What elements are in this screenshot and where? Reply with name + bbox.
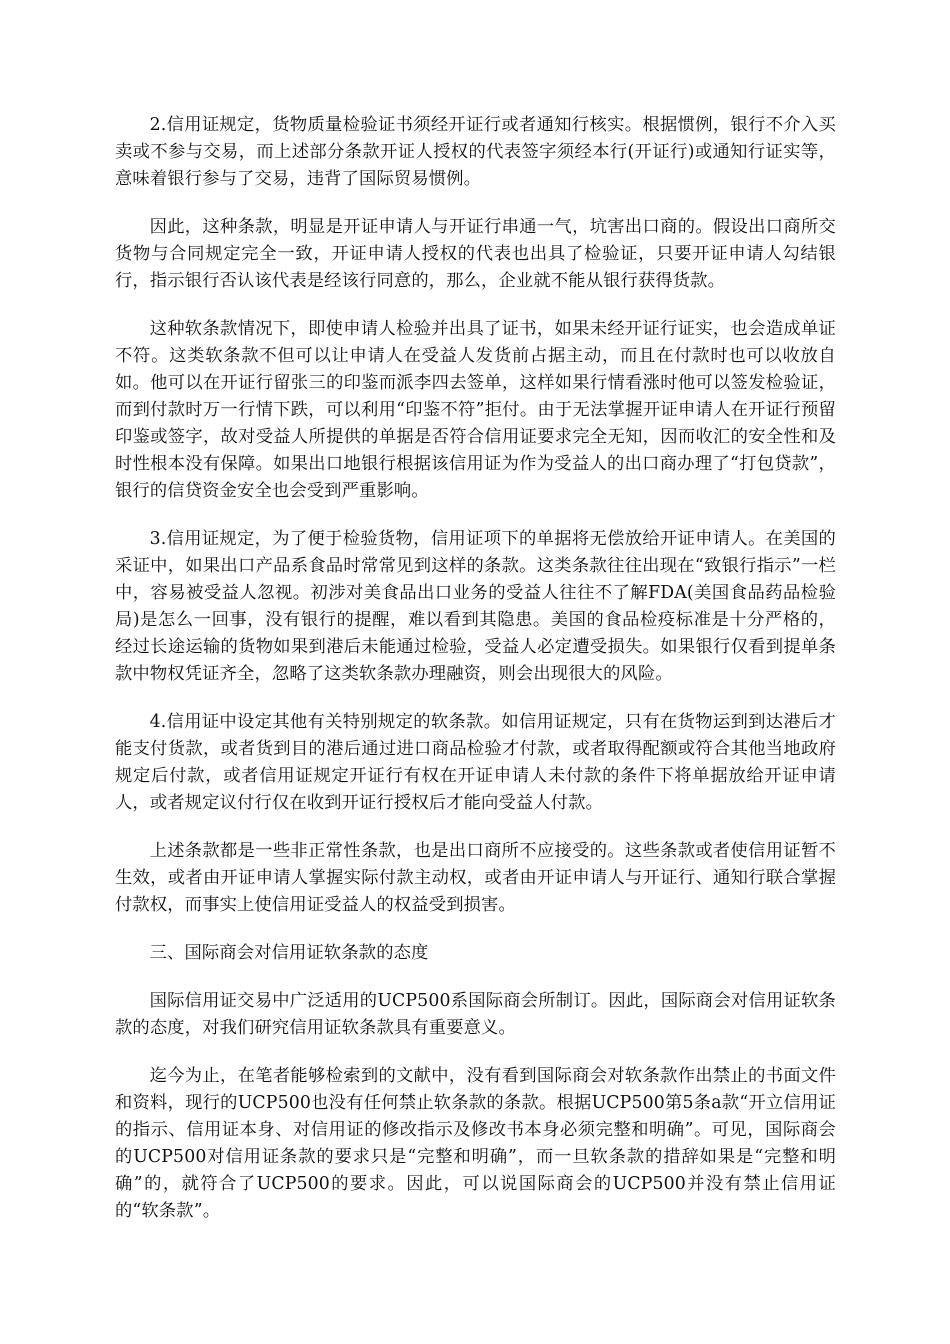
document-body [115,112,836,1246]
paragraph-item-2: 2.信用证规定，货物质量检验证书须经开证行或者通知行核实。根据惯例，银行不介入买卖或不参与交易，而上述部分条款开证人授权的代表签字须经本行(开证行)或通知行证实等，意味着银行参与了交易，违背了国际贸易惯例。 [115,115,836,189]
paragraph-summary: 上述条款都是一些非正常性条款，也是出口商所不应接受的。这些条款或者使信用证暂不生效，或者由开证申请人掌握实际付款主动权，或者由开证申请人与开证行、通知行联合掌握付款权，而事实上使信用证受益人的权益受到损害。 [115,841,836,915]
paragraph-item-4: 4.信用证中设定其他有关特别规定的软条款。如信用证规定，只有在货物运到到达港后才能支付货款，或者货到目的港后通过进口商品检验才付款，或者取得配额或符合其他当地政府规定后付款，或者信用证规定开证行有权在开证申请人未付款的条件下将单据放给开证申请人，或者规定议付行仅在收到开证行授权后才能向受益人付款。 [115,712,836,813]
paragraph-ucp500-analysis: 迄今为止，在笔者能够检索到的文献中，没有看到国际商会对软条款作出禁止的书面文件和资料，现行的UCP500也没有任何禁止软条款的条款。根据UCP500第5条a款“开立信用证的指示、信用证本身、对信用证的修改指示及修改书本身必须完整和明确”。可见，国际商会的UCP500对信用证条款的要求只是“完整和明确”，而一旦软条款的措辞如果是“完整和明确”的，就符合了UCP500的要求。因此，可以说国际商会的UCP500并没有禁止信用证的“软条款”。 [115,1066,836,1221]
paragraph-item-3: 3.信用证规定，为了便于检验货物，信用证项下的单据将无偿放给开证申请人。在美国的采证中，如果出口产品系食品时常常见到这样的条款。这类条款往往出现在“致银行指示”一栏中，容易被受益人忽视。初涉对美食品出口业务的受益人往往不了解FDA(美国食品药品检验局)是怎么一回事，没有银行的提醒，难以看到其隐患。美国的食品检疫标准是十分严格的，经过长途运输的货物如果到港后未能通过检验，受益人必定遭受损失。如果银行仅看到提单条款中物权凭证齐全，忽略了这类软条款办理融资，则会出现很大的风险。 [115,529,836,684]
paragraph-collusion: 因此，这种条款，明显是开证申请人与开证行串通一气，坑害出口商的。假设出口商所交货物与合同规定完全一致，开证申请人授权的代表也出具了检验证，只要开证申请人勾结银行，指示银行否认该代表是经该行同意的，那么，企业就不能从银行获得货款。 [115,217,836,291]
section-heading: 三、国际商会对信用证软条款的态度 [149,943,429,963]
paragraph-ucp500-intro: 国际信用证交易中广泛适用的UCP500系国际商会所制订。因此，国际商会对信用证软条款的态度，对我们研究信用证软条款具有重要意义。 [115,991,836,1038]
paragraph-soft-clause-effects: 这种软条款情况下，即使申请人检验并出具了证书，如果未经开证行证实，也会造成单证不符。这类软条款不但可以让申请人在受益人发货前占据主动，而且在付款时也可以收放自如。他可以在开证行留张三的印鉴而派李四去签单，这样如果行情看涨时他可以签发检验证，而到付款时万一行情下跌，可以利用“印鉴不符”拒付。由于无法掌握开证申请人在开证行预留印鉴或签字，故对受益人所提供的单据是否符合信用证要求完全无知，因而收汇的安全性和及时性根本没有保障。如果出口地银行根据该信用证为作为受益人的出口商办理了“打包贷款”，银行的信贷资金安全也会受到严重影响。 [115,319,836,501]
